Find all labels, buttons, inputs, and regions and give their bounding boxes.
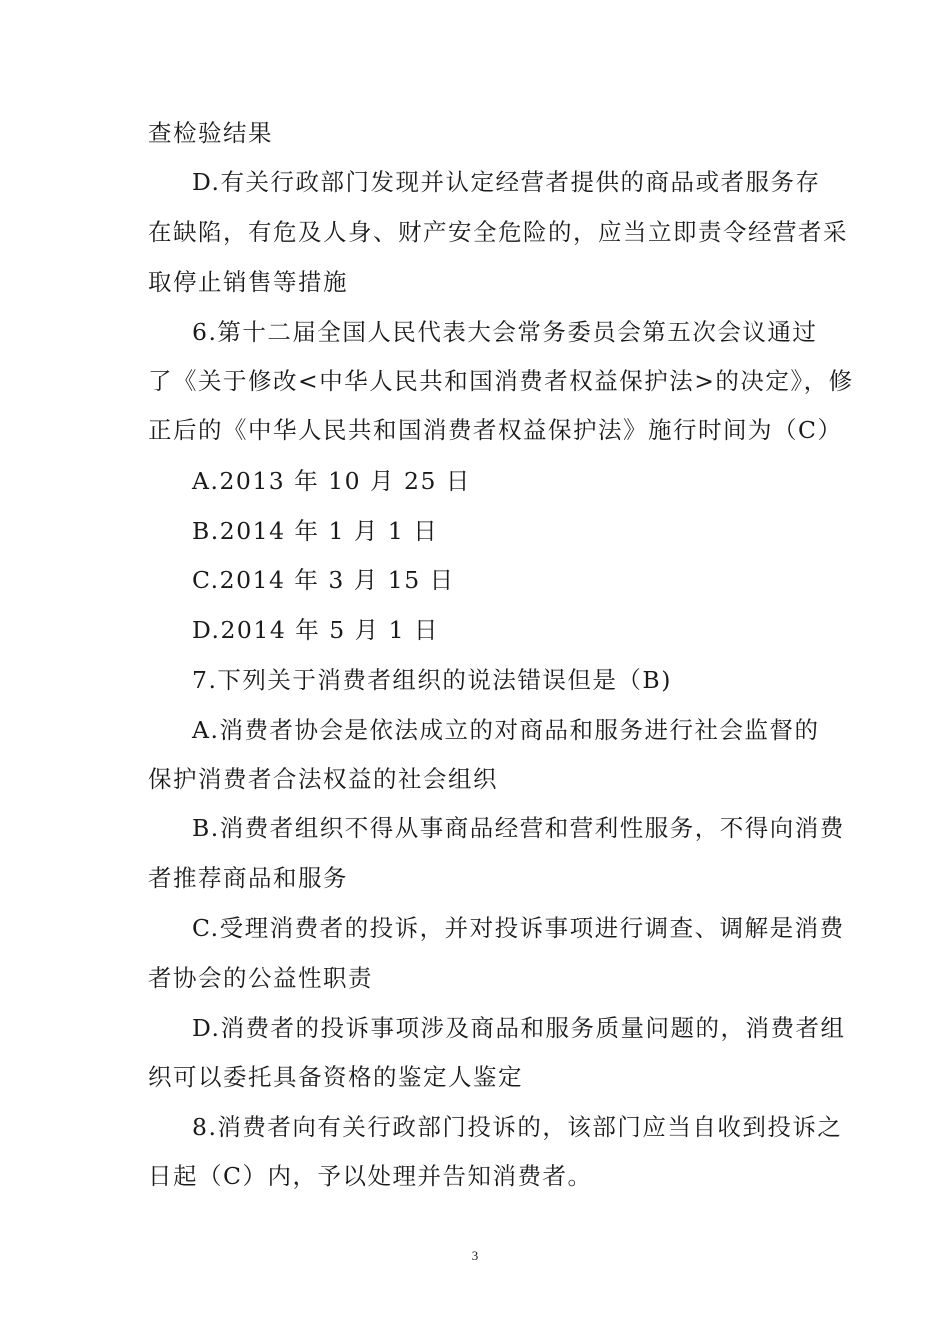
text-line: 者协会的公益性职责 <box>148 964 373 992</box>
option-a: A.消费者协会是依法成立的对商品和服务进行社会监督的 <box>192 716 820 744</box>
option-d: D.消费者的投诉事项涉及商品和服务质量问题的，消费者组 <box>192 1014 846 1042</box>
text-line: 正后的《中华人民共和国消费者权益保护法》施行时间为（C） <box>148 416 843 444</box>
text-line: 者推荐商品和服务 <box>148 864 348 892</box>
option-c: C.受理消费者的投诉，并对投诉事项进行调查、调解是消费 <box>192 914 845 942</box>
text-line: 保护消费者合法权益的社会组织 <box>148 765 498 793</box>
page-number: 3 <box>471 1248 479 1263</box>
text-line: 在缺陷，有危及人身、财产安全危险的，应当立即责令经营者采 <box>148 218 848 246</box>
question-7: 7.下列关于消费者组织的说法错误但是（B) <box>192 666 672 694</box>
question-6: 6.第十二届全国人民代表大会常务委员会第五次会议通过 <box>192 318 818 346</box>
text-line: 日起（C）内，予以处理并告知消费者。 <box>148 1162 593 1190</box>
option-b: B.消费者组织不得从事商品经营和营利性服务，不得向消费 <box>192 814 845 842</box>
question-8: 8.消费者向有关行政部门投诉的，该部门应当自收到投诉之 <box>192 1113 843 1141</box>
option-c: C.2014 年 3 月 15 日 <box>192 566 455 594</box>
option-d-line: D.有关行政部门发现并认定经营者提供的商品或者服务存 <box>192 168 821 196</box>
text-line: 织可以委托具备资格的鉴定人鉴定 <box>148 1063 523 1091</box>
option-d: D.2014 年 5 月 1 日 <box>192 616 440 644</box>
option-b: B.2014 年 1 月 1 日 <box>192 517 439 545</box>
text-line: 了《关于修改<中华人民共和国消费者权益保护法>的决定》，修 <box>148 367 854 395</box>
text-line: 取停止销售等措施 <box>148 268 348 296</box>
option-a: A.2013 年 10 月 25 日 <box>192 467 471 495</box>
text-line: 查检验结果 <box>148 119 273 147</box>
